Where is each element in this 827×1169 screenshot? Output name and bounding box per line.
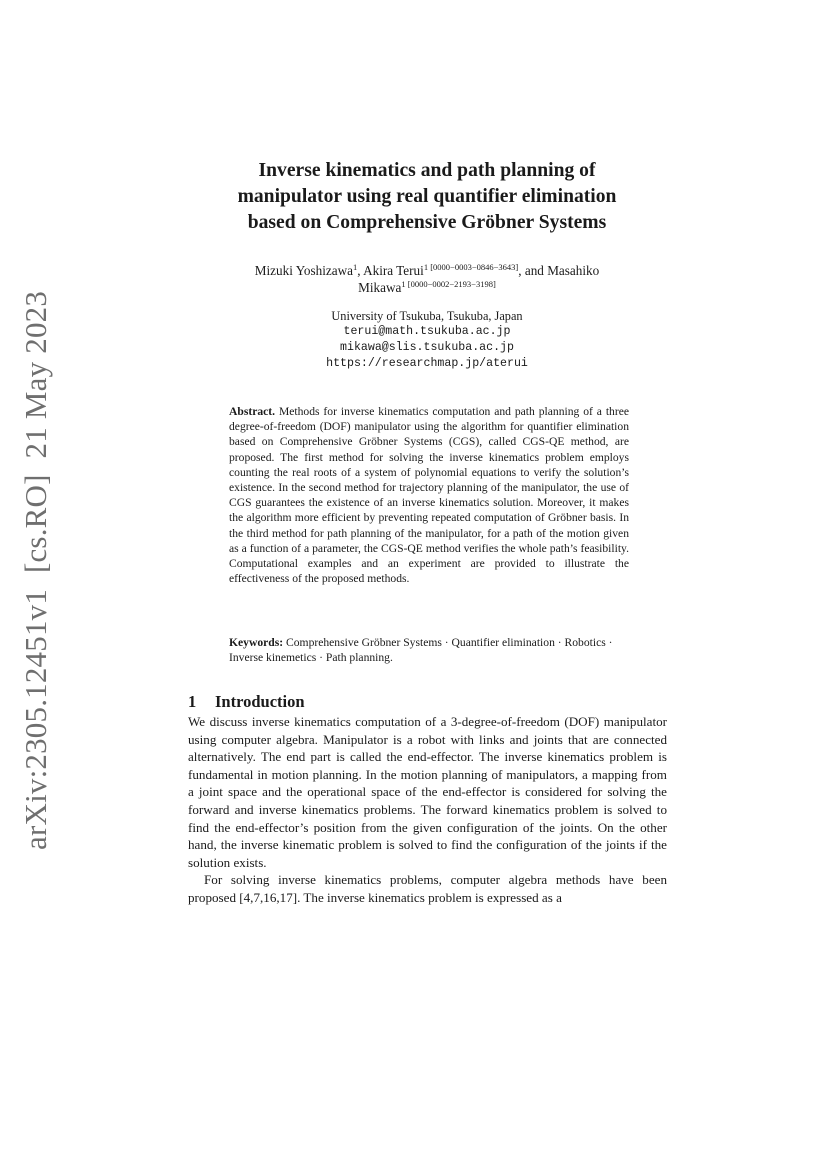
author-name: Masahiko	[547, 263, 600, 278]
paragraph: We discuss inverse kinematics computation of a 3-degree-of-freedom (DOF) manipulator using computer algebra. Manipulator is a robot with links and joints that are connected alternatively. The end part is called the end-effector. The inverse kinematics problem is fundamental in motion planning. In the motion planning of manipulators, a mapping from a joint space and the operational space of the end-effector is considered for solving the forward and inverse kinematics problems. The forward kinematics problem is solved to find the end-effector’s position from the given configuration of the joints. On the other hand, the inverse kinematic problem is solved to find the configuration of the joints if the solution exists.	[188, 714, 667, 870]
author-list	[190, 262, 664, 296]
keywords	[229, 635, 629, 665]
email-link[interactable]: mikawa@slis.tsukuba.ac.jp	[340, 341, 514, 354]
title-line: manipulator using real quantifier elimination	[237, 186, 617, 207]
institution: University of Tsukuba, Tsukuba, Japan	[331, 309, 523, 323]
abstract	[229, 404, 629, 586]
abstract-label: Abstract.	[229, 405, 276, 418]
body-text	[188, 713, 667, 907]
section-number: 1	[188, 692, 197, 711]
author-name: Mizuki Yoshizawa	[254, 263, 353, 278]
author-orcid: 1 [0000−0003−0846−3643]	[423, 262, 519, 272]
section-heading	[188, 692, 305, 712]
paper-title	[190, 158, 664, 236]
arxiv-watermark: arXiv:2305.12451v1 [cs.RO] 21 May 2023	[18, 290, 53, 850]
email-link[interactable]: terui@math.tsukuba.ac.jp	[343, 325, 511, 338]
author-separator: ,	[357, 263, 364, 278]
author-affiliation-mark: 1	[352, 262, 358, 272]
title-line: based on Comprehensive Gröbner Systems	[247, 212, 607, 233]
paragraph: For solving inverse kinematics problems, computer algebra methods have been proposed [4,7,16,17]. The inverse kinematics problem is expressed as a	[188, 872, 667, 905]
keywords-label: Keywords:	[229, 636, 284, 649]
section-title: Introduction	[215, 692, 305, 711]
author-name: Akira Terui	[363, 263, 424, 278]
homepage-link[interactable]: https://researchmap.jp/aterui	[326, 357, 528, 370]
keywords-text: Comprehensive Gröbner Systems · Quantifier elimination · Robotics · Inverse kinemetics · Path planning.	[229, 636, 613, 665]
title-line: Inverse kinematics and path planning of	[258, 160, 596, 181]
abstract-text: Methods for inverse kinematics computation and path planning of a three degree-of-freedom (DOF) manipulator using the algorithm for quantifier elimination based on Comprehensive Gröbner Systems (CGS), called CGS-QE method, are proposed. The first method for solving the inverse kinematics problem employs counting the real roots of a system of polynomial equations to verify the solution’s existence. In the second method for trajectory planning of the manipulator, the use of CGS guarantees the existence of an inverse kinematics solution. Moreover, it makes the algorithm more efficient by preventing repeated computation of Gröbner basis. In the third method for path planning of the manipulator, for a path of the motion given as a function of a parameter, the CGS-QE method verifies the whole path’s feasibility. Computational examples and an experiment are provided to illustrate the effectiveness of the proposed methods.	[229, 405, 629, 586]
author-separator: , and	[518, 263, 548, 278]
author-name: Mikawa	[358, 280, 402, 295]
author-orcid: 1 [0000−0002−2193−3198]	[401, 279, 496, 289]
affiliation-block	[190, 308, 664, 372]
